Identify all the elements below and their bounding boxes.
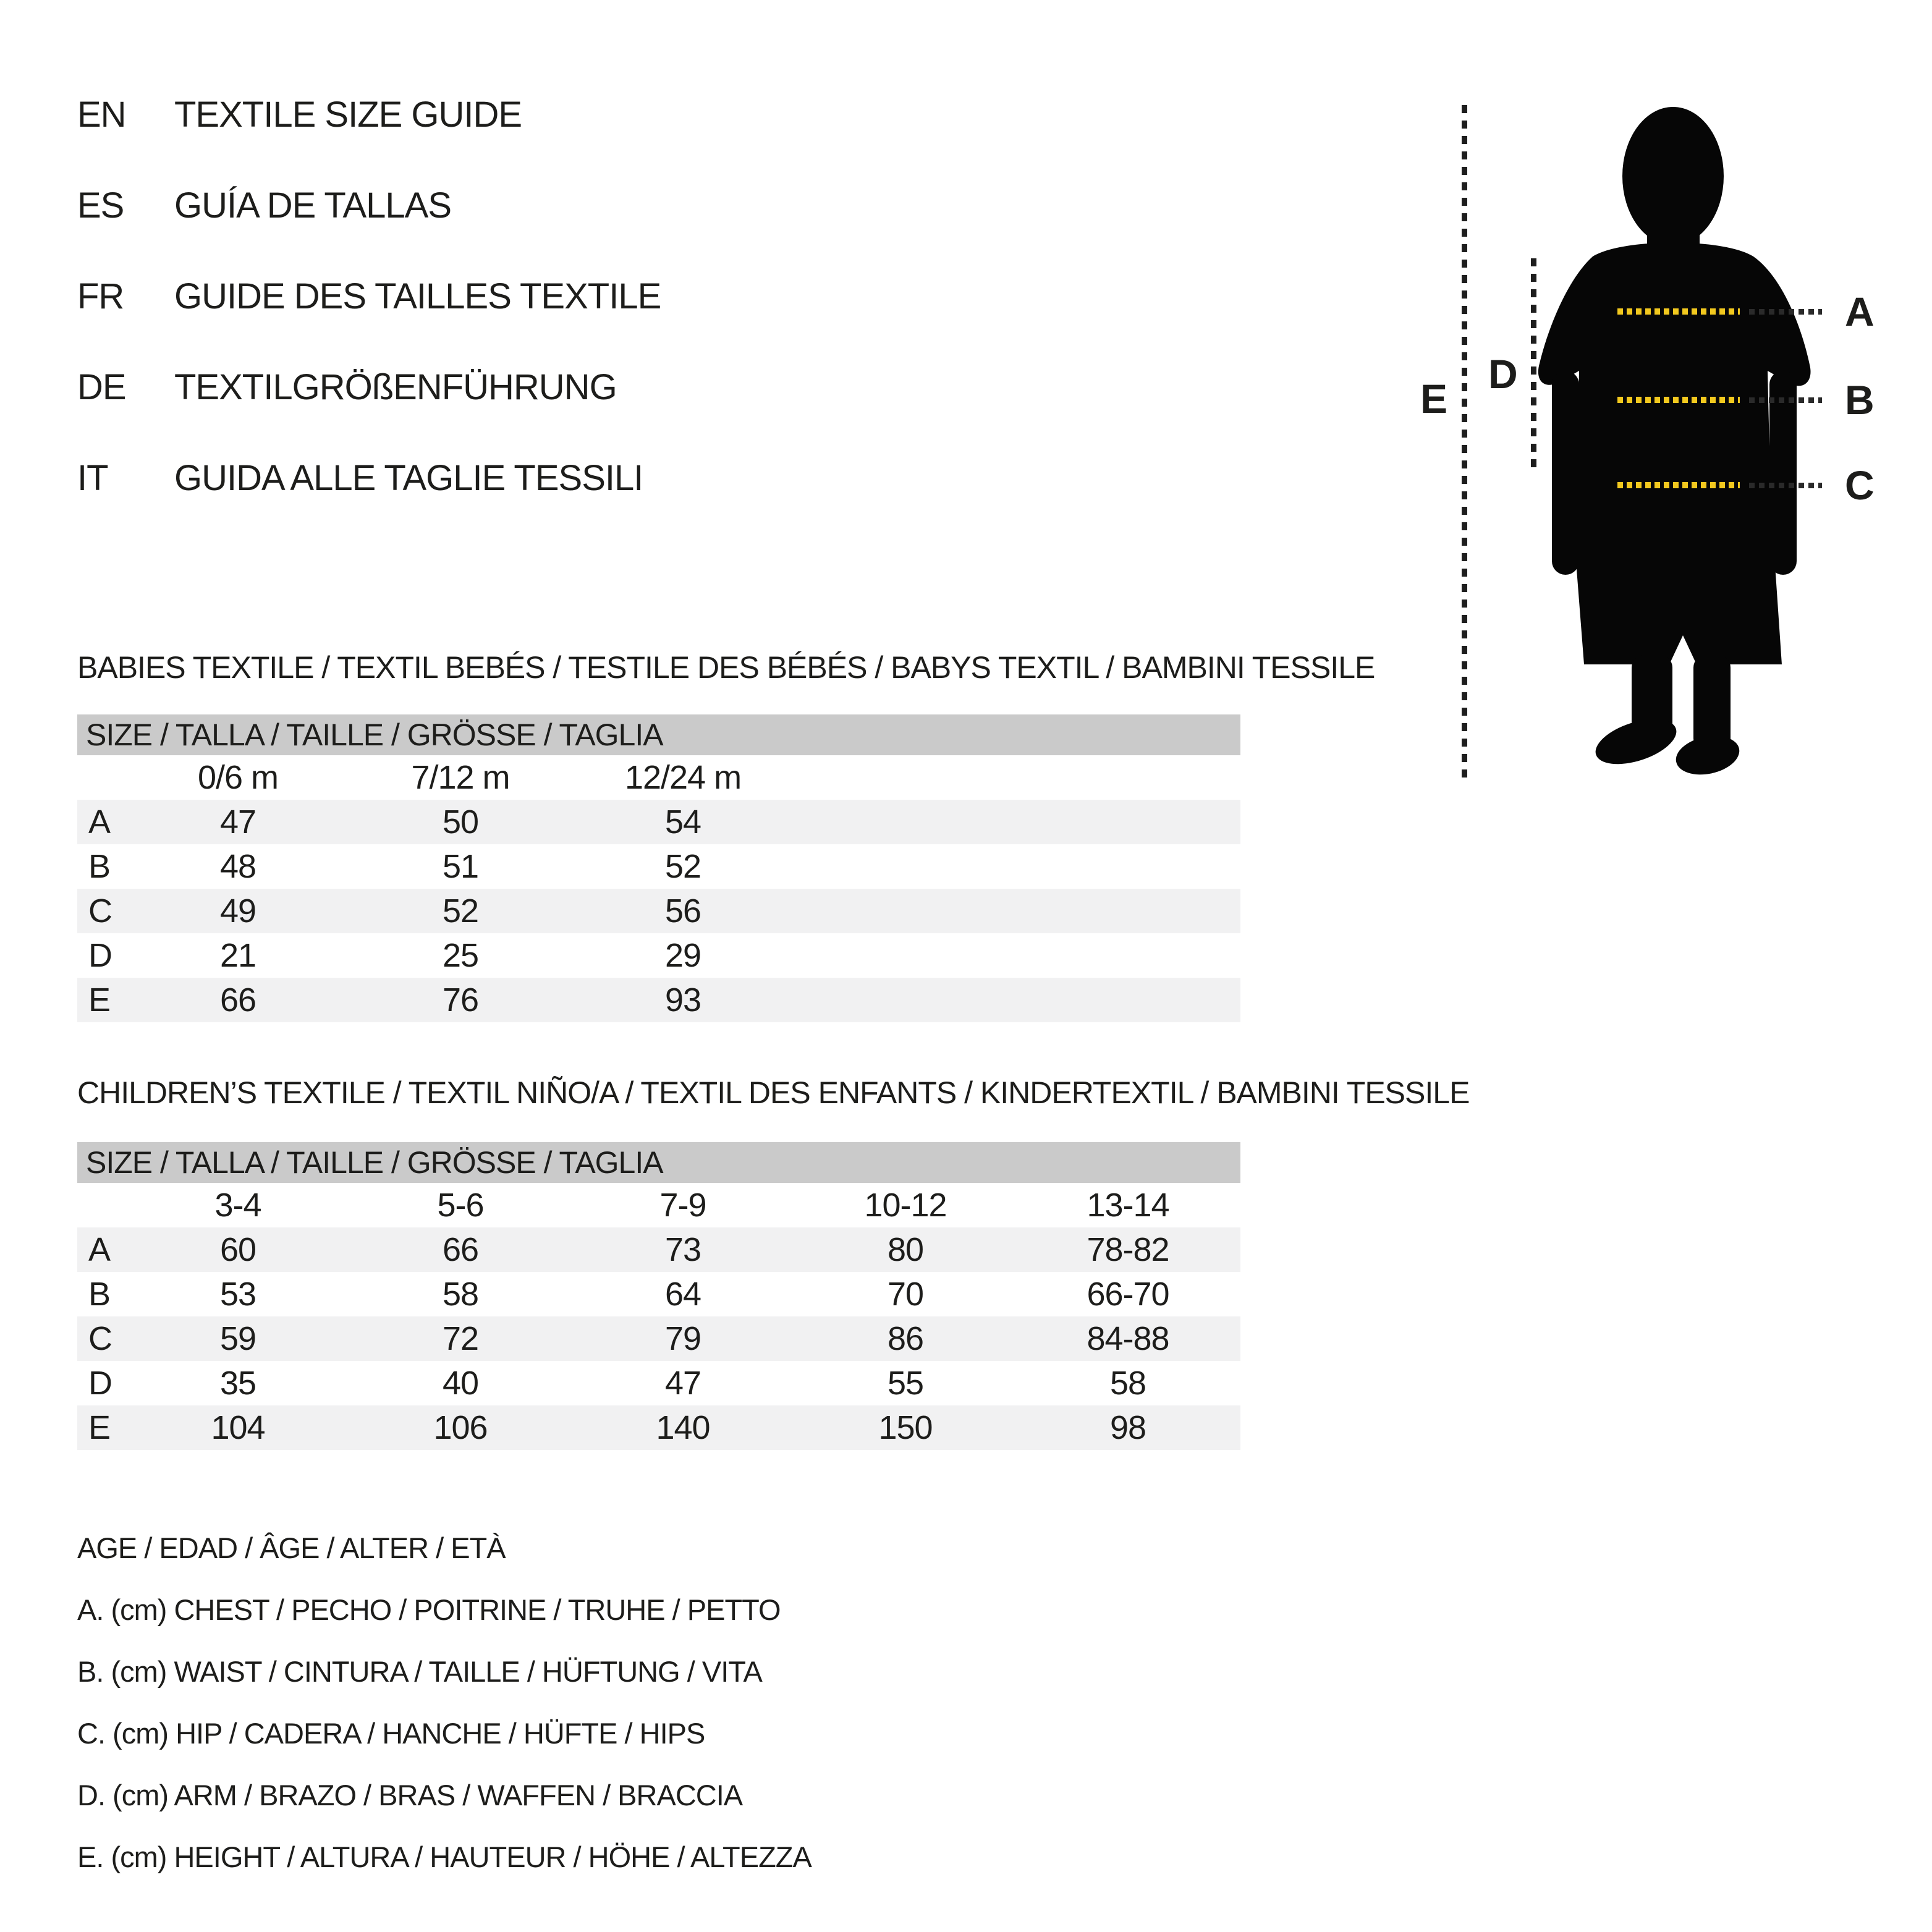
babies-col-12-24m: 12/24 m — [624, 759, 742, 796]
guide-title-it: GUIDA ALLE TAGLIE TESSILI — [174, 458, 643, 498]
children-column-header-row — [77, 1183, 1240, 1227]
lang-code: EN — [77, 95, 126, 135]
cell-value: 47 — [664, 1365, 701, 1402]
cell-value: 48 — [219, 848, 256, 885]
lang-code: IT — [77, 458, 108, 498]
children-size-table — [77, 1142, 1240, 1450]
guide-title-de: TEXTILGRÖßENFÜHRUNG — [174, 367, 617, 407]
cell-value: 53 — [219, 1276, 256, 1313]
table-row-a — [77, 800, 1240, 844]
legend-waist: B. (cm) WAIST / CINTURA / TAILLE / HÜFTUNG / VITA — [77, 1655, 762, 1688]
guide-title-en: TEXTILE SIZE GUIDE — [174, 95, 522, 135]
children-size-header-bar: SIZE / TALLA / TAILLE / GRÖSSE / TAGLIA — [77, 1142, 1240, 1183]
cell-value: 35 — [219, 1365, 256, 1402]
cell-value: 104 — [211, 1409, 265, 1446]
cell-value: 54 — [664, 803, 701, 841]
lang-row-fr — [77, 251, 661, 342]
figure-label-chest: A — [1845, 289, 1875, 334]
cell-value: 98 — [1109, 1409, 1146, 1446]
row-label: D — [88, 937, 112, 974]
lang-row-de — [77, 342, 661, 433]
children-section-title: CHILDREN’S TEXTILE / TEXTIL NIÑO/A / TEXTIL DES ENFANTS / KINDERTEXTIL / BAMBINI TESSILE — [77, 1075, 1470, 1110]
table-row-c — [77, 889, 1240, 933]
table-row-e — [77, 1405, 1240, 1450]
cell-value: 66 — [442, 1231, 479, 1268]
legend-arm: D. (cm) ARM / BRAZO / BRAS / WAFFEN / BRACCIA — [77, 1779, 743, 1811]
children-col-7-9: 7-9 — [659, 1187, 706, 1224]
chest-line-dark-dashes — [1749, 309, 1822, 315]
row-label: B — [88, 1276, 111, 1313]
cell-value: 140 — [656, 1409, 710, 1446]
cell-value: 52 — [664, 848, 701, 885]
lang-row-en — [77, 69, 661, 160]
lang-row-es — [77, 160, 661, 251]
cell-value: 51 — [442, 848, 479, 885]
cell-value: 70 — [887, 1276, 924, 1313]
table-row-a — [77, 1227, 1240, 1272]
row-label: A — [88, 803, 111, 841]
hip-line-yellow-dashes — [1617, 482, 1740, 488]
language-title-list — [77, 69, 661, 523]
row-label: D — [88, 1365, 112, 1402]
cell-value: 52 — [442, 892, 479, 930]
cell-value: 86 — [887, 1320, 924, 1357]
babies-size-table — [77, 714, 1240, 1022]
row-label: A — [88, 1231, 111, 1268]
cell-value: 73 — [664, 1231, 701, 1268]
cell-value: 106 — [433, 1409, 488, 1446]
table-row-b — [77, 844, 1240, 889]
chest-line-yellow-dashes — [1617, 308, 1740, 315]
row-label: C — [88, 1320, 112, 1357]
babies-size-header-bar: SIZE / TALLA / TAILLE / GRÖSSE / TAGLIA — [77, 714, 1240, 755]
row-label: E — [88, 1409, 111, 1446]
table-row-d — [77, 933, 1240, 978]
cell-value: 29 — [664, 937, 701, 974]
cell-value: 150 — [878, 1409, 933, 1446]
child-silhouette-icon — [1536, 105, 1820, 782]
cell-value: 66-70 — [1087, 1276, 1169, 1313]
cell-value: 72 — [442, 1320, 479, 1357]
legend-chest: A. (cm) CHEST / PECHO / POITRINE / TRUHE / PETTO — [77, 1593, 781, 1626]
babies-section-title: BABIES TEXTILE / TEXTIL BEBÉS / TESTILE DES BÉBÉS / BABYS TEXTIL / BAMBINI TESSILE — [77, 650, 1375, 685]
table-row-d — [77, 1361, 1240, 1405]
height-measure-dotted-line — [1462, 105, 1467, 782]
children-col-3-4: 3-4 — [214, 1187, 261, 1224]
waist-line-dark-dashes — [1749, 397, 1822, 403]
cell-value: 64 — [664, 1276, 701, 1313]
figure-label-arm: D — [1488, 351, 1518, 397]
cell-value: 25 — [442, 937, 479, 974]
cell-value: 66 — [219, 981, 256, 1019]
babies-col-0-6m: 0/6 m — [197, 759, 279, 796]
table-row-c — [77, 1316, 1240, 1361]
cell-value: 47 — [219, 803, 256, 841]
lang-code: FR — [77, 276, 124, 316]
legend-age: AGE / EDAD / ÂGE / ALTER / ETÀ — [77, 1532, 506, 1564]
children-col-10-12: 10-12 — [864, 1187, 947, 1224]
table-row-b — [77, 1272, 1240, 1316]
children-col-13-14: 13-14 — [1087, 1187, 1169, 1224]
cell-value: 58 — [1109, 1365, 1146, 1402]
guide-title-fr: GUIDE DES TAILLES TEXTILE — [174, 276, 661, 316]
figure-label-height: E — [1420, 376, 1448, 422]
lang-code: DE — [77, 367, 126, 407]
cell-value: 40 — [442, 1365, 479, 1402]
cell-value: 49 — [219, 892, 256, 930]
cell-value: 79 — [664, 1320, 701, 1357]
legend-hip: C. (cm) HIP / CADERA / HANCHE / HÜFTE / HIPS — [77, 1717, 705, 1750]
cell-value: 58 — [442, 1276, 479, 1313]
cell-value: 76 — [442, 981, 479, 1019]
cell-value: 56 — [664, 892, 701, 930]
row-label: B — [88, 848, 111, 885]
hip-line-dark-dashes — [1749, 483, 1822, 488]
figure-label-hip: C — [1845, 462, 1875, 508]
cell-value: 84-88 — [1087, 1320, 1169, 1357]
cell-value: 78-82 — [1087, 1231, 1169, 1268]
babies-col-7-12m: 7/12 m — [411, 759, 510, 796]
row-label: E — [88, 981, 111, 1019]
lang-code: ES — [77, 185, 124, 226]
cell-value: 21 — [219, 937, 256, 974]
guide-title-es: GUÍA DE TALLAS — [174, 185, 452, 226]
cell-value: 55 — [887, 1365, 924, 1402]
babies-column-header-row — [77, 755, 1240, 800]
cell-value: 60 — [219, 1231, 256, 1268]
measurement-legend — [77, 1517, 811, 1888]
table-row-e — [77, 978, 1240, 1022]
waist-line-yellow-dashes — [1617, 397, 1740, 403]
legend-height: E. (cm) HEIGHT / ALTURA / HAUTEUR / HÖHE / ALTEZZA — [77, 1841, 811, 1873]
lang-row-it — [77, 433, 661, 523]
cell-value: 50 — [442, 803, 479, 841]
cell-value: 80 — [887, 1231, 924, 1268]
row-label: C — [88, 892, 112, 930]
cell-value: 59 — [219, 1320, 256, 1357]
children-col-5-6: 5-6 — [437, 1187, 484, 1224]
measurement-figure — [1409, 99, 1932, 791]
figure-label-waist: B — [1845, 377, 1875, 423]
cell-value: 93 — [664, 981, 701, 1019]
